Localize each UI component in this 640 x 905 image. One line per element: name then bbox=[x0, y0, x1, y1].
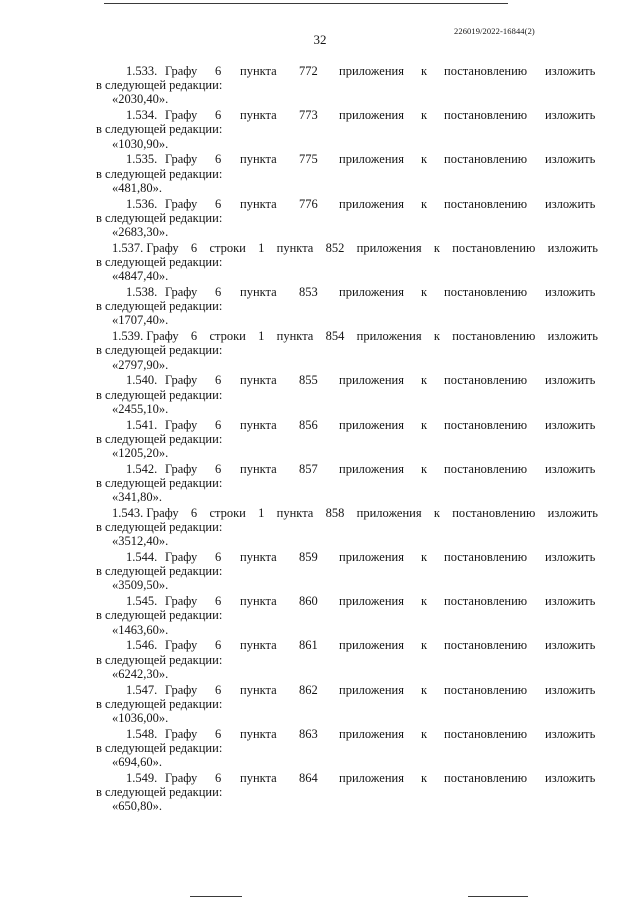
point-number: 860 bbox=[299, 594, 318, 609]
punkta-word: пункта bbox=[240, 726, 277, 741]
postanovleniyu-word: постановлению bbox=[444, 417, 528, 432]
amendment-value: «3509,50». bbox=[112, 578, 169, 593]
punkta-word: пункта bbox=[240, 152, 277, 167]
point-number: 776 bbox=[299, 196, 318, 211]
izlozhit-word: изложить bbox=[545, 284, 596, 299]
grafu-word: Графу bbox=[165, 284, 198, 299]
prilozheniya-word: приложения bbox=[339, 284, 404, 299]
punkta-word: пункта bbox=[240, 373, 277, 388]
amendment-value: «2797,90». bbox=[112, 357, 169, 372]
amendment-value: «4847,40». bbox=[112, 269, 169, 284]
item-number: 1.542. bbox=[126, 461, 158, 476]
izlozhit-word: изложить bbox=[545, 550, 596, 565]
punkta-word: пункта bbox=[276, 505, 314, 520]
amendment-line-1 bbox=[0, 683, 640, 698]
prilozheniya-word: приложения bbox=[339, 64, 404, 78]
row-number: 1 bbox=[258, 505, 265, 520]
item-number: 1.546. bbox=[126, 638, 158, 653]
amendment-item bbox=[0, 241, 640, 285]
k-word: к bbox=[433, 240, 440, 255]
punkta-word: пункта bbox=[240, 771, 277, 785]
amendment-line-1 bbox=[0, 550, 640, 565]
point-number: 773 bbox=[299, 108, 318, 123]
prilozheniya-word: приложения bbox=[339, 152, 404, 167]
k-word: к bbox=[433, 505, 440, 520]
amendment-line-1 bbox=[0, 285, 640, 300]
grafu-word: Графу bbox=[165, 373, 198, 388]
scan-line-top bbox=[104, 3, 508, 4]
col-word: 6 bbox=[215, 594, 222, 609]
amendment-line-2: в следующей редакции: bbox=[96, 299, 223, 314]
postanovleniyu-word: постановлению bbox=[444, 682, 528, 697]
grafu-word: Графу bbox=[165, 417, 198, 432]
izlozhit-word: изложить bbox=[545, 108, 596, 123]
amendment-value: «481,80». bbox=[112, 180, 162, 195]
point-number: 775 bbox=[299, 152, 318, 167]
k-word: к bbox=[421, 108, 428, 123]
column-number: 6 bbox=[190, 329, 198, 344]
amendment-value: «650,80». bbox=[112, 799, 162, 814]
amendment-line-2: в следующей редакции: bbox=[96, 78, 223, 93]
izlozhit-word: изложить bbox=[545, 152, 596, 167]
col-word: 6 bbox=[215, 417, 222, 432]
amendment-value: «2683,30». bbox=[112, 224, 169, 239]
punkta-word: пункта bbox=[240, 284, 277, 299]
izlozhit-word: изложить bbox=[547, 240, 598, 255]
amendment-item bbox=[0, 418, 640, 462]
prilozheniya-word: приложения bbox=[356, 240, 422, 255]
amendment-value: «1205,20». bbox=[112, 445, 169, 460]
punkta-word: пункта bbox=[240, 638, 277, 653]
col-word: 6 bbox=[215, 108, 222, 123]
item-number: 1.540. bbox=[126, 373, 158, 388]
amendment-line-2: в следующей редакции: bbox=[96, 431, 223, 446]
point-number: 858 bbox=[325, 505, 345, 520]
row-word: строки bbox=[209, 329, 246, 344]
point-number: 772 bbox=[299, 64, 318, 78]
amendment-line-1 bbox=[0, 108, 640, 123]
row-word: строки bbox=[209, 240, 246, 255]
amendment-value: «341,80». bbox=[112, 490, 162, 505]
prilozheniya-word: приложения bbox=[339, 108, 404, 123]
column-number: 6 bbox=[190, 505, 198, 520]
col-word: 6 bbox=[215, 152, 222, 167]
amendment-line-2: в следующей редакции: bbox=[96, 785, 223, 800]
k-word: к bbox=[421, 550, 428, 565]
k-word: к bbox=[433, 329, 440, 344]
prilozheniya-word: приложения bbox=[339, 771, 404, 785]
grafu-word: Графу bbox=[165, 594, 198, 609]
izlozhit-word: изложить bbox=[545, 417, 596, 432]
item-number: 1.547. bbox=[126, 682, 158, 697]
item-number: 1.533. bbox=[126, 64, 158, 78]
amendment-item bbox=[0, 285, 640, 329]
punkta-word: пункта bbox=[240, 594, 277, 609]
point-number: 861 bbox=[299, 638, 318, 653]
amendment-line-1 bbox=[0, 152, 640, 167]
amendment-line-1 bbox=[0, 462, 640, 477]
amendment-item bbox=[0, 638, 640, 682]
postanovleniyu-word: постановлению bbox=[444, 196, 528, 211]
izlozhit-word: изложить bbox=[545, 461, 596, 476]
postanovleniyu-word: постановлению bbox=[444, 550, 528, 565]
k-word: к bbox=[421, 461, 428, 476]
amendment-line-2: в следующей редакции: bbox=[96, 210, 223, 225]
scan-line-bottom-right bbox=[468, 896, 528, 897]
amendment-value: «3512,40». bbox=[112, 534, 169, 549]
amendment-line-1 bbox=[0, 418, 640, 433]
punkta-word: пункта bbox=[240, 682, 277, 697]
amendment-line-2: в следующей редакции: bbox=[96, 520, 223, 535]
scan-line-bottom-left bbox=[190, 896, 242, 897]
grafu-word: Графу bbox=[165, 771, 198, 785]
postanovleniyu-word: постановлению bbox=[444, 726, 528, 741]
punkta-word: пункта bbox=[240, 196, 277, 211]
point-number: 852 bbox=[325, 240, 345, 255]
prilozheniya-word: приложения bbox=[339, 638, 404, 653]
k-word: к bbox=[421, 64, 428, 78]
point-number: 863 bbox=[299, 726, 318, 741]
row-number: 1 bbox=[258, 329, 265, 344]
point-number: 864 bbox=[299, 771, 318, 785]
col-word: 6 bbox=[215, 64, 222, 78]
k-word: к bbox=[421, 682, 428, 697]
page-number: 32 bbox=[313, 32, 327, 47]
amendment-item bbox=[0, 329, 640, 373]
row-number: 1 bbox=[258, 240, 265, 255]
punkta-word: пункта bbox=[240, 108, 277, 123]
k-word: к bbox=[421, 417, 428, 432]
amendment-item bbox=[0, 462, 640, 506]
izlozhit-word: изложить bbox=[545, 64, 596, 78]
izlozhit-word: изложить bbox=[545, 638, 596, 653]
amendment-line-2: в следующей редакции: bbox=[96, 122, 223, 137]
amendment-value: «1030,90». bbox=[112, 136, 169, 151]
grafu-word: Графу bbox=[165, 726, 198, 741]
postanovleniyu-word: постановлению bbox=[444, 771, 528, 785]
amendment-item bbox=[0, 108, 640, 152]
prilozheniya-word: приложения bbox=[356, 505, 422, 520]
point-number: 855 bbox=[299, 373, 318, 388]
izlozhit-word: изложить bbox=[545, 196, 596, 211]
izlozhit-word: изложить bbox=[547, 505, 598, 520]
point-number: 859 bbox=[299, 550, 318, 565]
grafu-word: Графу bbox=[165, 64, 198, 78]
col-word: 6 bbox=[215, 550, 222, 565]
item-number: 1.534. bbox=[126, 108, 158, 123]
amendment-line-1 bbox=[0, 638, 640, 653]
postanovleniyu-word: постановлению bbox=[444, 64, 528, 78]
amendment-item bbox=[0, 550, 640, 594]
prilozheniya-word: приложения bbox=[339, 196, 404, 211]
col-word: 6 bbox=[215, 682, 222, 697]
amendment-value: «1036,00». bbox=[112, 711, 169, 726]
izlozhit-word: изложить bbox=[547, 329, 598, 344]
col-word: 6 bbox=[215, 373, 222, 388]
amendment-line-2: в следующей редакции: bbox=[96, 564, 223, 579]
postanovleniyu-word: постановлению bbox=[444, 108, 528, 123]
col-word: 6 bbox=[215, 284, 222, 299]
col-word: 6 bbox=[215, 726, 222, 741]
izlozhit-word: изложить bbox=[545, 726, 596, 741]
item-number: 1.549. bbox=[126, 771, 158, 785]
izlozhit-word: изложить bbox=[545, 594, 596, 609]
item-number: 1.544. bbox=[126, 550, 158, 565]
k-word: к bbox=[421, 152, 428, 167]
punkta-word: пункта bbox=[240, 550, 277, 565]
point-number: 853 bbox=[299, 284, 318, 299]
col-word: 6 bbox=[215, 638, 222, 653]
prilozheniya-word: приложения bbox=[339, 682, 404, 697]
grafu-word: Графу bbox=[165, 152, 198, 167]
amendment-item bbox=[0, 727, 640, 771]
amendment-item bbox=[0, 771, 640, 815]
amendment-item bbox=[0, 683, 640, 727]
postanovleniyu-word: постановлению bbox=[452, 329, 536, 344]
grafu-word: Графу bbox=[165, 108, 198, 123]
column-number: 6 bbox=[190, 240, 198, 255]
amendment-value: «1707,40». bbox=[112, 313, 169, 328]
prilozheniya-word: приложения bbox=[339, 594, 404, 609]
item-number-grafu: 1.537. Графу bbox=[112, 240, 179, 255]
prilozheniya-word: приложения bbox=[356, 329, 422, 344]
prilozheniya-word: приложения bbox=[339, 550, 404, 565]
grafu-word: Графу bbox=[165, 638, 198, 653]
point-number: 857 bbox=[299, 461, 318, 476]
item-number: 1.536. bbox=[126, 196, 158, 211]
amendment-value: «694,60». bbox=[112, 755, 162, 770]
postanovleniyu-word: постановлению bbox=[444, 152, 528, 167]
izlozhit-word: изложить bbox=[545, 682, 596, 697]
amendment-line-2: в следующей редакции: bbox=[96, 343, 223, 358]
amendment-line-2: в следующей редакции: bbox=[96, 166, 223, 181]
k-word: к bbox=[421, 726, 428, 741]
amendment-item bbox=[0, 64, 640, 108]
prilozheniya-word: приложения bbox=[339, 417, 404, 432]
punkta-word: пункта bbox=[240, 64, 277, 78]
prilozheniya-word: приложения bbox=[339, 373, 404, 388]
amendment-line-2: в следующей редакции: bbox=[96, 254, 223, 269]
prilozheniya-word: приложения bbox=[339, 461, 404, 476]
amendment-line-1 bbox=[112, 329, 598, 344]
postanovleniyu-word: постановлению bbox=[444, 594, 528, 609]
punkta-word: пункта bbox=[240, 417, 277, 432]
amendment-list bbox=[0, 64, 640, 815]
punkta-word: пункта bbox=[240, 461, 277, 476]
k-word: к bbox=[421, 284, 428, 299]
amendment-line-2: в следующей редакции: bbox=[96, 741, 223, 755]
grafu-word: Графу bbox=[165, 682, 198, 697]
col-word: 6 bbox=[215, 461, 222, 476]
item-number-grafu: 1.539. Графу bbox=[112, 329, 179, 344]
grafu-word: Графу bbox=[165, 550, 198, 565]
amendment-line-2: в следующей редакции: bbox=[96, 652, 223, 667]
col-word: 6 bbox=[215, 196, 222, 211]
amendment-line-2: в следующей редакции: bbox=[96, 475, 223, 490]
k-word: к bbox=[421, 373, 428, 388]
amendment-value: «1463,60». bbox=[112, 622, 169, 637]
item-number: 1.545. bbox=[126, 594, 158, 609]
amendment-line-1 bbox=[0, 197, 640, 212]
amendment-line-1 bbox=[0, 771, 640, 786]
postanovleniyu-word: постановлению bbox=[452, 505, 536, 520]
amendment-item bbox=[0, 594, 640, 638]
postanovleniyu-word: постановлению bbox=[452, 240, 536, 255]
amendment-item bbox=[0, 373, 640, 417]
k-word: к bbox=[421, 638, 428, 653]
amendment-line-2: в следующей редакции: bbox=[96, 608, 223, 623]
row-word: строки bbox=[209, 505, 246, 520]
amendment-item bbox=[0, 197, 640, 241]
amendment-item bbox=[0, 506, 640, 550]
item-number: 1.538. bbox=[126, 284, 158, 299]
amendment-line-1 bbox=[0, 64, 640, 79]
prilozheniya-word: приложения bbox=[339, 726, 404, 741]
point-number: 854 bbox=[325, 329, 345, 344]
amendment-value: «2030,40». bbox=[112, 92, 169, 107]
item-number: 1.535. bbox=[126, 152, 158, 167]
postanovleniyu-word: постановлению bbox=[444, 373, 528, 388]
punkta-word: пункта bbox=[276, 329, 314, 344]
postanovleniyu-word: постановлению bbox=[444, 461, 528, 476]
k-word: к bbox=[421, 771, 428, 785]
col-word: 6 bbox=[215, 771, 222, 785]
k-word: к bbox=[421, 196, 428, 211]
item-number: 1.541. bbox=[126, 417, 158, 432]
amendment-line-1 bbox=[0, 727, 640, 742]
postanovleniyu-word: постановлению bbox=[444, 638, 528, 653]
grafu-word: Графу bbox=[165, 461, 198, 476]
izlozhit-word: изложить bbox=[545, 373, 596, 388]
izlozhit-word: изложить bbox=[545, 771, 596, 785]
amendment-value: «2455,10». bbox=[112, 401, 169, 416]
amendment-line-2: в следующей редакции: bbox=[96, 696, 223, 711]
amendment-value: «6242,30». bbox=[112, 666, 169, 681]
amendment-item bbox=[0, 152, 640, 196]
amendment-line-1 bbox=[0, 594, 640, 609]
item-number: 1.548. bbox=[126, 726, 158, 741]
point-number: 856 bbox=[299, 417, 318, 432]
amendment-line-1 bbox=[112, 241, 598, 256]
punkta-word: пункта bbox=[276, 240, 314, 255]
amendment-line-1 bbox=[0, 373, 640, 388]
postanovleniyu-word: постановлению bbox=[444, 284, 528, 299]
amendment-line-2: в следующей редакции: bbox=[96, 387, 223, 402]
item-number-grafu: 1.543. Графу bbox=[112, 505, 179, 520]
k-word: к bbox=[421, 594, 428, 609]
point-number: 862 bbox=[299, 682, 318, 697]
amendment-line-1 bbox=[112, 506, 598, 521]
grafu-word: Графу bbox=[165, 196, 198, 211]
document-id: 226019/2022-16844(2) bbox=[454, 26, 535, 36]
